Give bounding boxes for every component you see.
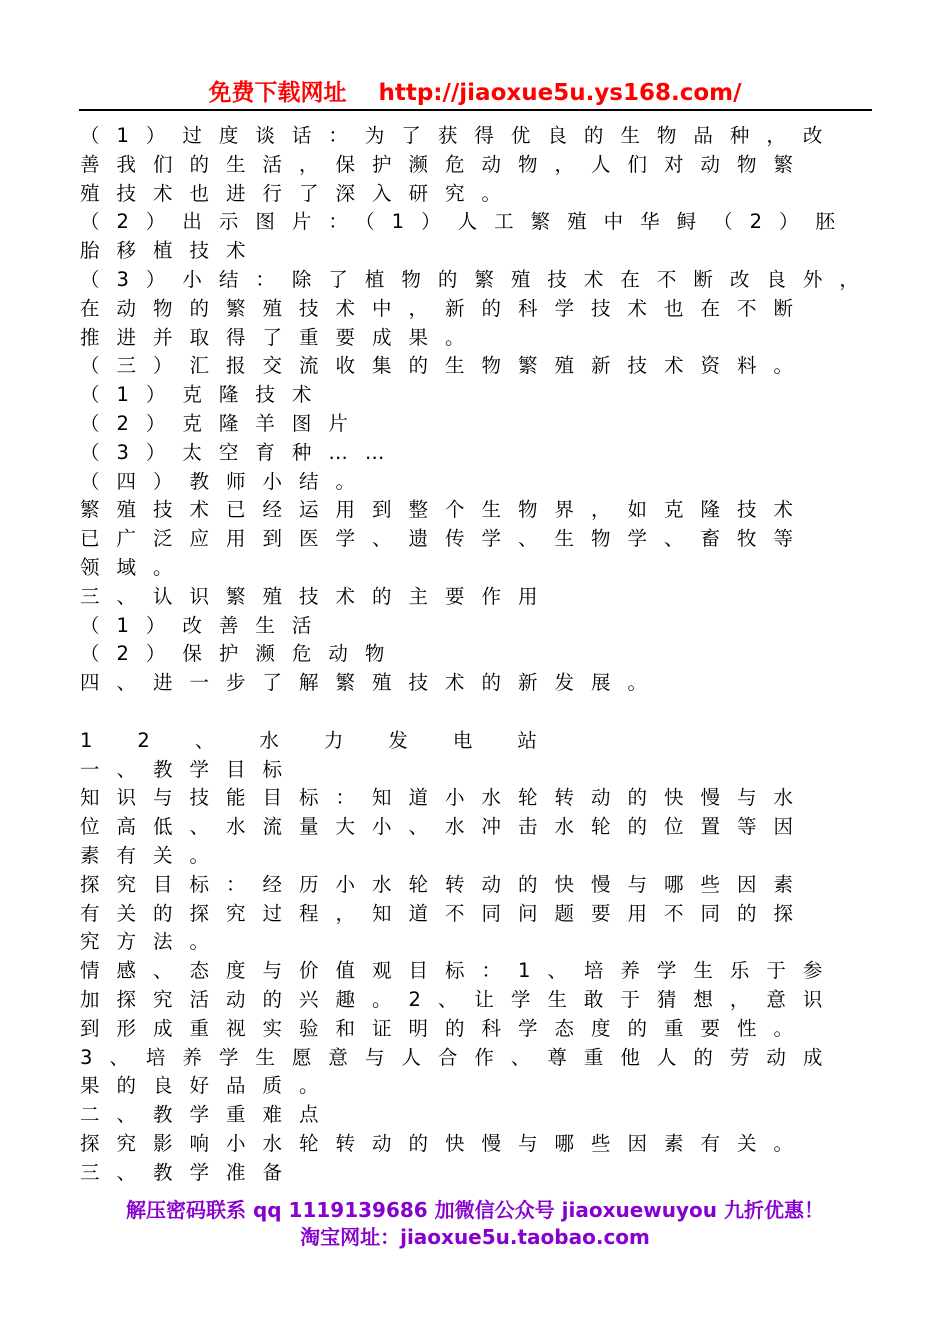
contact-footer <box>0 1197 950 1251</box>
text-line: 究方法。 <box>80 930 227 954</box>
text-line: 知识与技能目标：知道小水轮转动的快慢与水 <box>80 786 811 810</box>
taobao-link[interactable]: 淘宝网址：jiaoxue5u.taobao.com <box>300 1225 650 1249</box>
text-line: 加探究活动的兴趣。2、让学生敢于猜想，意识 <box>80 987 840 1011</box>
text-line: 殖技术也进行了深入研究。 <box>80 181 519 205</box>
text-line: 在动物的繁殖技术中，新的科学技术也在不断 <box>80 296 811 320</box>
text-line: （四）教师小结。 <box>80 469 373 493</box>
text-line: （1）克隆技术 <box>80 383 329 407</box>
header-divider <box>79 109 872 111</box>
text-line: 探究影响小水轮转动的快慢与哪些因素有关。 <box>80 1131 811 1155</box>
text-line: 已广泛应用到医学、遗传学、生物学、畜牧等 <box>80 527 811 551</box>
text-line: 二、教学重难点 <box>80 1103 336 1127</box>
text-line: （3）太空育种…… <box>80 440 402 464</box>
text-line: 情感、态度与价值观目标：1、培养学生乐于参 <box>80 959 840 983</box>
text-line: 四、进一步了解繁殖技术的新发展。 <box>80 671 665 695</box>
text-line: （2）克隆羊图片 <box>80 411 365 435</box>
document-body <box>80 122 880 1187</box>
text-line: 3、培养学生愿意与人合作、尊重他人的劳动成 <box>80 1045 840 1069</box>
text-line: 素有关。 <box>80 843 227 867</box>
download-url-link[interactable]: http://jiaoxue5u.ys168.com/ <box>378 80 742 106</box>
text-line: 领域。 <box>80 555 190 579</box>
contact-line: 解压密码联系 qq 1119139686 加微信公众号 jiaoxuewuyou 九折优惠！ <box>126 1198 824 1222</box>
text-line: 果的良好品质。 <box>80 1074 336 1098</box>
text-line: 善我们的生活，保护濒危动物，人们对动物繁 <box>80 152 811 176</box>
download-label: 免费下载网址 <box>208 80 347 106</box>
section-title: 12、水力发电站 <box>80 728 582 752</box>
text-line: （2）出示图片：（1）人工繁殖中华鲟（2）胚 <box>80 210 852 234</box>
text-line: 胎移植技术 <box>80 239 263 263</box>
text-line: 繁殖技术已经运用到整个生物界，如克隆技术 <box>80 498 811 522</box>
text-line: 探究目标：经历小水轮转动的快慢与哪些因素 <box>80 872 811 896</box>
download-header <box>0 78 950 108</box>
blank-line <box>80 698 880 727</box>
text-line: （三）汇报交流收集的生物繁殖新技术资料。 <box>80 354 811 378</box>
text-line: 位高低、水流量大小、水冲击水轮的位置等因 <box>80 815 811 839</box>
text-line: 三、教学准备 <box>80 1160 300 1184</box>
text-line: 一、教学目标 <box>80 757 300 781</box>
text-line: （1）过度谈话：为了获得优良的生物品种，改 <box>80 124 840 147</box>
text-line: 三、认识繁殖技术的主要作用 <box>80 584 555 608</box>
text-line: （1）改善生活 <box>80 613 329 637</box>
text-line: 有关的探究过程，知道不同问题要用不同的探 <box>80 901 811 925</box>
text-line: （2）保护濒危动物 <box>80 642 402 666</box>
text-line: （3）小结：除了植物的繁殖技术在不断改良外， <box>80 267 876 291</box>
text-line: 到形成重视实验和证明的科学态度的重要性。 <box>80 1016 811 1040</box>
text-line: 推进并取得了重要成果。 <box>80 325 482 349</box>
